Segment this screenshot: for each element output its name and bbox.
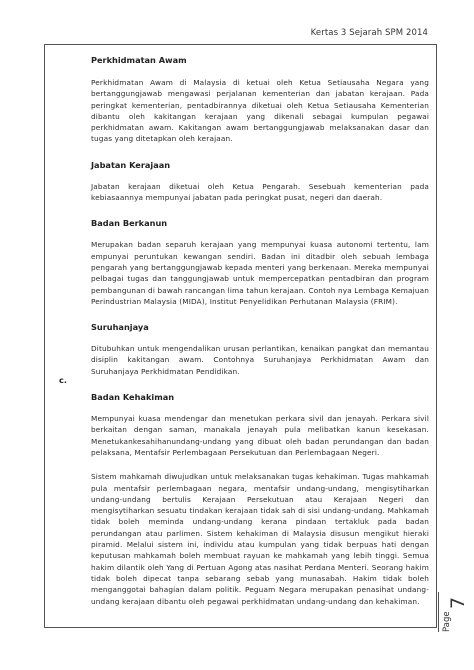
- paragraph-kehakiman-2: Sistem mahkamah diwujudkan untuk melaksanakan tugas kehakiman. Tugas mahkamah pula mentafsir perlembagaan negara, mentafsir undang-undang, mengisytiharkan undang-undang bertulis Kerajaan Persekutuan atau Kerajaan Negeri dan mengisytiharkan sesuatu tindakan kerajaan tidak sah di sisi undang-undang. Mahkamah tidak boleh meminda undang-undang kerana pindaan tertakluk pada badan perundangan atau parlimen. Sistem kehakiman di Malaysia disusun mengikut hieraki piramid. Melalui sistem ini, individu atau kumpulan yang tidak berpuas hati dengan keputusan mahkamah boleh membuat rayuan ke mahkamah yang lebih tinggi. Semua hakim dilantik oleh Yang di Pertuan Agong atas nasihat Perdana Menteri. Seorang hakim tidak boleh dipecat tanpa sebarang sebab yang munasabah. Hakim tidak boleh menganggotai bahagian dalam politik. Peguam Negara merupakan penasihat undang-undang kerajaan dibantu oleh pegawai perkhidmatan undang-undang dan kehakiman.: [91, 472, 429, 606]
- paragraph-suruhanjaya: Ditubuhkan untuk mengendalikan urusan perlantikan, kenaikan pangkat dan memantau disiplin kakitangan awam. Contohnya Suruhanjaya Perkhidmatan Awam dan Suruhanjaya Perkhidmatan Pendidikan.: [91, 344, 429, 376]
- heading-badan-kehakiman: Badan Kehakiman: [91, 392, 175, 403]
- page-number-block: [438, 592, 468, 632]
- heading-perkhidmatan-awam: Perkhidmatan Awam: [91, 55, 187, 65]
- paragraph-kehakiman-1: Mempunyai kuasa mendengar dan menetukan perkara sivil dan jenayah. Perkara sivil berkaitan dengan saman, manakala jenayah pula melibatkan kanun kesekasan. Menetukankesahihanundang-undang yang dibuat oleh badan perundangan dan badan pelaksana, Mentafsir Perlembagaan Persekutuan dan Perlembagaan Negeri.: [91, 414, 429, 457]
- heading-jabatan-kerajaan: Jabatan Kerajaan: [91, 159, 171, 170]
- page-number-divider: [438, 592, 439, 632]
- heading-suruhanjaya: Suruhanjaya: [91, 322, 149, 333]
- paragraph-badan-berkanun: Merupakan badan separuh kerajaan yang mempunyai kuasa autonomi tertentu, lam empunyai peruntukan kewangan sendiri. Badan ini ditadbir oleh sebuah lembaga pengarah yang bertanggungjawab kepada menteri yang berkenaan. Mereka mempunyai pelbagai tugas dan tanggungjawab untuk mempercepatkan pentadbiran dan program pembangunan di bawah rancangan lima tahun kerajaan. Contoh nya Lembaga Kemajuan Perindustrian Malaysia (MIDA), Institut Penyelidikan Perhutanan Malaysia (FRIM).: [91, 240, 429, 306]
- page-header: Kertas 3 Sejarah SPM 2014: [310, 28, 428, 38]
- paragraph-jabatan-kerajaan: Jabatan kerajaan diketuai oleh Ketua Pengarah. Sesebuah kementerian pada kebiasaannya mempunyai jabatan pada peringkat pusat, negeri dan daerah.: [91, 181, 429, 203]
- section-c-label: c.: [59, 375, 67, 385]
- paragraph-perkhidmatan-awam: Perkhidmatan Awam di Malaysia di ketuai oleh Ketua Setiausaha Negara yang bertanggungjawab mengawasi perjalanan kementerian dan jabatan kerajaan. Pada peringkat kementerian, pentadbirannya diketuai oleh Ketua Setiausaha Kementerian dibantu oleh kakitangan kerajaan yang dikenali sebagai kumpulan pegawai perkhidmatan awam. Kakitangan awam bertanggungjawab melaksanakan dasar dan tugas yang ditetapkan oleh kerajaan.: [91, 78, 429, 144]
- page-word: Page: [442, 611, 452, 632]
- page-digit: 7: [447, 596, 470, 610]
- heading-badan-berkanun: Badan Berkanun: [91, 218, 168, 229]
- document-body: [91, 55, 429, 619]
